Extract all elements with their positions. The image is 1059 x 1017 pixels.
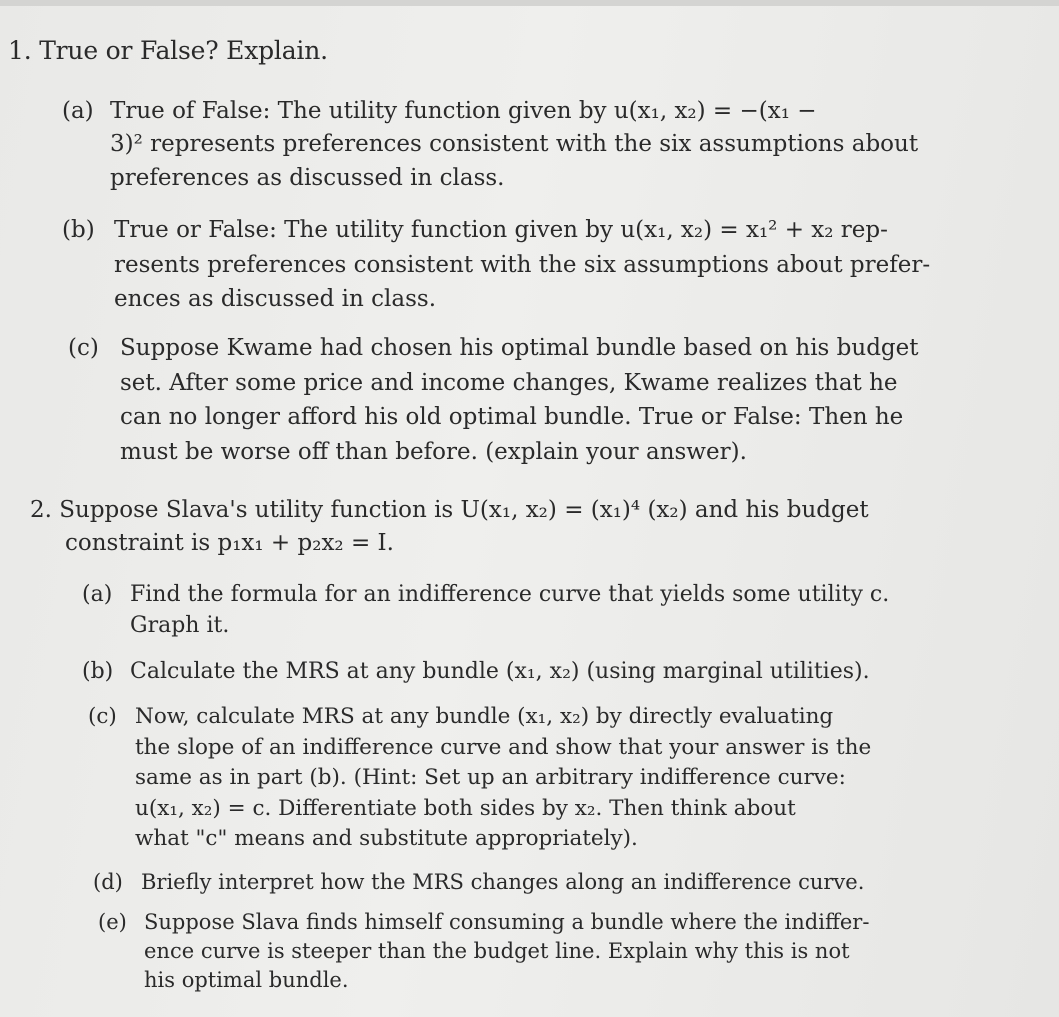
q2-part-e-line-2: ence curve is steeper than the budget line. Explain why this is not bbox=[144, 938, 850, 963]
q2-part-c-line-1: Now, calculate MRS at any bundle (x₁, x₂) by directly evaluating bbox=[135, 704, 834, 729]
q2-part-c-text bbox=[88, 702, 948, 855]
q2-part-b bbox=[82, 657, 952, 688]
q2-part-e-marker: (e) bbox=[98, 910, 127, 934]
q2-part-d-text bbox=[93, 868, 943, 897]
q1-part-a-line-2: 3)² represents preferences consistent with the six assumptions about bbox=[110, 131, 919, 158]
q2-part-a-marker: (a) bbox=[82, 582, 113, 607]
q1-part-a-text bbox=[62, 95, 962, 195]
q2-part-c-line-2: the slope of an indifference curve and show that your answer is the bbox=[135, 734, 872, 760]
q2-part-e bbox=[98, 908, 943, 995]
question-1-title: 1. True or False? Explain. bbox=[8, 36, 328, 65]
q2-part-c-line-5: what "c" means and substitute appropriately). bbox=[135, 826, 638, 852]
q2-part-b-text bbox=[82, 657, 952, 688]
q1-part-a-line-3: preferences as discussed in class. bbox=[110, 164, 505, 191]
q2-part-a bbox=[82, 580, 952, 642]
q2-part-e-text bbox=[98, 908, 943, 995]
q1-part-c-line-4: must be worse off than before. (explain your answer). bbox=[120, 438, 747, 465]
photo-top-edge bbox=[0, 0, 1059, 6]
q1-part-c-line-3: can no longer afford his old optimal bundle. True or False: Then he bbox=[120, 404, 904, 430]
q2-part-d bbox=[93, 868, 943, 897]
q2-part-c-marker: (c) bbox=[88, 704, 117, 729]
q1-part-b-marker: (b) bbox=[62, 217, 95, 243]
q2-part-a-line-2: Graph it. bbox=[130, 612, 230, 638]
q2-part-c-line-4: u(x₁, x₂) = c. Differentiate both sides by x₂. Then think about bbox=[135, 795, 796, 821]
q2-part-b-line-1: Calculate the MRS at any bundle (x₁, x₂) (using marginal utilities). bbox=[130, 659, 870, 684]
q1-part-c-marker: (c) bbox=[68, 335, 99, 361]
q1-part-c-text bbox=[68, 331, 958, 469]
q1-part-b-line-2: resents preferences consistent with the six assumptions about prefer- bbox=[114, 251, 931, 278]
q1-part-c-line-1: Suppose Kwame had chosen his optimal bundle based on his budget bbox=[120, 335, 919, 361]
question-2-intro bbox=[30, 494, 950, 559]
q1-part-c-line-2: set. After some price and income changes, Kwame realizes that he bbox=[120, 369, 898, 396]
q2-part-e-line-1: Suppose Slava finds himself consuming a bundle where the indiffer- bbox=[144, 910, 870, 934]
q1-part-b-line-3: ences as discussed in class. bbox=[114, 286, 437, 312]
q2-part-b-marker: (b) bbox=[82, 659, 114, 684]
q2-part-c-line-3: same as in part (b). (Hint: Set up an arbitrary indifference curve: bbox=[135, 765, 846, 791]
q1-part-a-line-1: True of False: The utility function given by u(x₁, x₂) = −(x₁ − bbox=[110, 98, 817, 124]
q1-part-b-line-1: True or False: The utility function given by u(x₁, x₂) = x₁² + x₂ rep- bbox=[114, 217, 888, 243]
q1-part-c bbox=[68, 331, 958, 469]
q1-part-a-marker: (a) bbox=[62, 98, 94, 124]
q2-intro-line-2: constraint is p₁x₁ + p₂x₂ = I. bbox=[65, 529, 394, 556]
q1-part-b-text bbox=[62, 213, 962, 317]
q2-part-a-text bbox=[82, 580, 952, 642]
q1-part-a bbox=[62, 95, 962, 195]
q2-part-c bbox=[88, 702, 948, 855]
q2-part-a-line-1: Find the formula for an indifference curve that yields some utility c. bbox=[130, 582, 890, 607]
q2-intro-line-1: 2. Suppose Slava's utility function is U(x₁, x₂) = (x₁)⁴ (x₂) and his budget bbox=[30, 497, 869, 523]
q2-part-d-marker: (d) bbox=[93, 870, 123, 894]
q1-part-b bbox=[62, 213, 962, 317]
q2-part-d-line-1: Briefly interpret how the MRS changes along an indifference curve. bbox=[141, 870, 865, 894]
q2-part-e-line-3: his optimal bundle. bbox=[144, 967, 349, 992]
